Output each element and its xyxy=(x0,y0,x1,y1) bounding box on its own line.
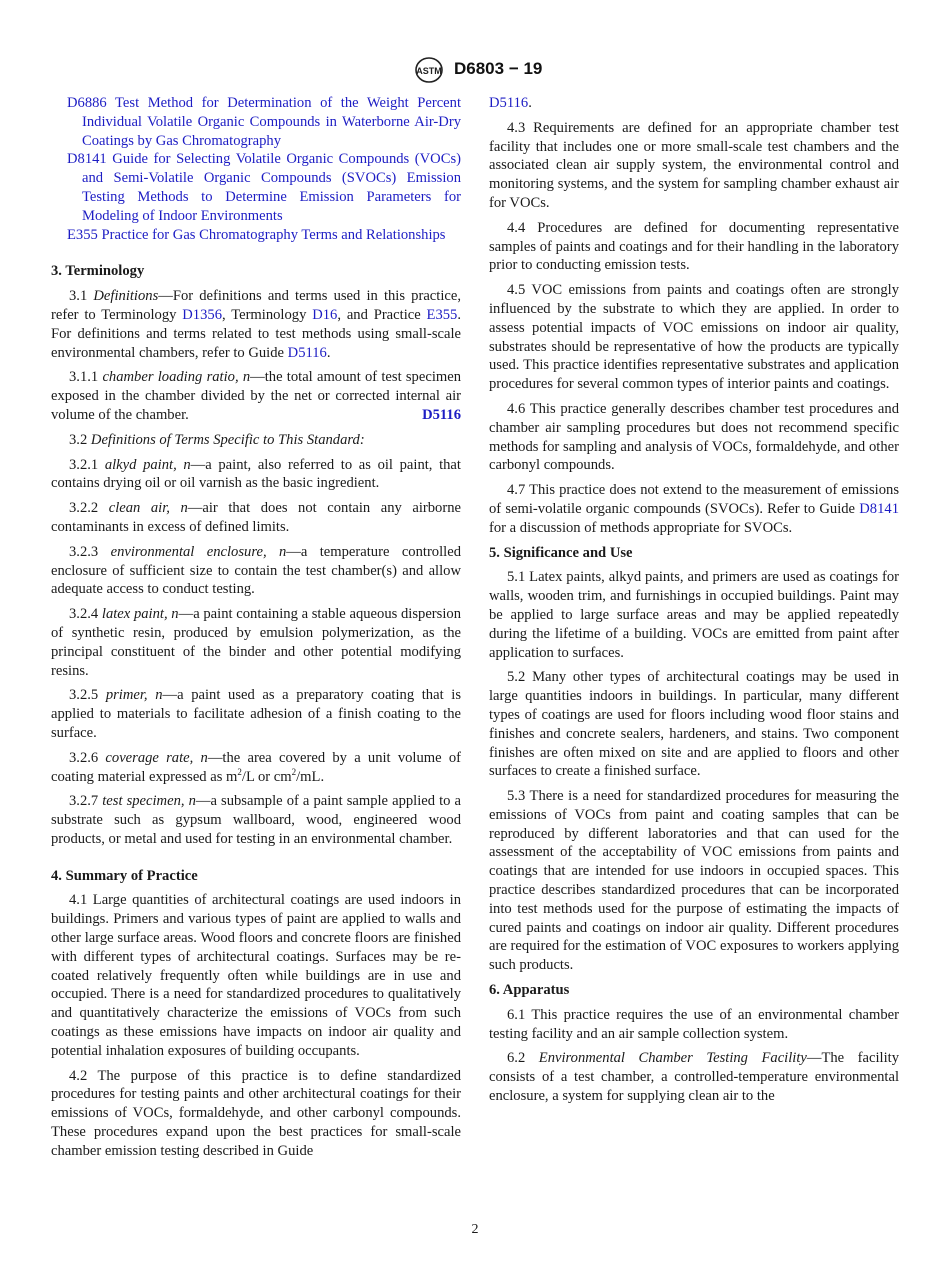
section-title-significance: 5. Significance and Use xyxy=(489,544,633,561)
paragraph-3-2-2: 3.2.2 clean air, n—air that does not contain any airborne contaminants in excess of defined limits. xyxy=(51,500,461,535)
paragraph-4-7: 4.7 This practice does not extend to the measurement of emissions of semi-volatile organic compounds (SVOCs). Refer to Guide D8141 for a discussion of methods appropriate for SVOCs. xyxy=(489,482,899,536)
link-d1356[interactable]: D1356 xyxy=(182,306,222,323)
paragraph-3-2-3: 3.2.3 environmental enclosure, n—a temperature controlled enclosure of sufficient size to contain the test chamber(s) and allow adequate access to conduct testing. xyxy=(51,543,461,598)
reference-title-link[interactable]: Test Method for Determination of the Weight Percent Individual Volatile Organic Compounds in Waterborne Air-Dry Coatings by Gas Chromatography xyxy=(82,95,461,149)
paragraph-5-1: 5.1 Latex paints, alkyd paints, and primers are used as coatings for walls, wooden trim, and furnishings in occupied buildings. Paint may be applied to large surface areas and may be applied repeatedly during the lifetime of a building. VOCs are emitted from paint after application to surfaces. xyxy=(489,569,899,661)
reference-d6886 xyxy=(51,94,461,150)
paragraph-5-2: 5.2 Many other types of architectural coatings may be used in large quantities indoors in buildings. In particular, many different types of coatings are used for floors including wood floor stains and finishes and concrete sealers, hardeners, and stains. Two component finishes are often mixed on site and are applied to floors and other surfaces to create a finished surface. xyxy=(489,669,899,780)
astm-logo-icon xyxy=(408,56,450,84)
left-column xyxy=(51,94,461,1161)
paragraph-4-1: 4.1 Large quantities of architectural coatings are used indoors in buildings. Primers and various types of paint are applied to walls and other large surface areas. Wood floors and concrete floors are finished with different types of architectural coatings. Surfaces may be re-coated relatively frequently often while buildings are in use and occupied. There is a need for standardized procedures to qualitatively and quantitatively characterize the emissions of VOCs from such coatings as these emissions have impacts on indoor air quality and potential inhalation exposures of building occupants. xyxy=(51,892,461,1059)
link-d5116[interactable]: D5116 xyxy=(489,95,529,111)
paragraph-3-1: 3.1 Definitions—For definitions and terms used in this practice, refer to Terminology D1356, Terminology D16, and Practice E355. For definitions and terms related to test methods using small-scale environmental chambers, refer to Guide D5116. xyxy=(51,288,461,361)
document-designation: D6803 − 19 xyxy=(454,59,543,78)
paragraph-3-1-1: 3.1.1 chamber loading ratio, n—the total amount of test specimen exposed in the chamber divided by the net or corrected internal air volume of the chamber. D5116 xyxy=(51,369,461,423)
link-e355[interactable]: E355 xyxy=(426,306,458,323)
page-number: 2 xyxy=(471,1222,479,1237)
paragraph-5-3: 5.3 There is a need for standardized procedures for measuring the emissions of VOCs from paint and coating samples that can be reproduced by different laboratories and that can used for the assessment of the acceptability of VOC emissions from paints and coatings that are intended for use indoors in occupied spaces. This practice describes standardized procedures that can be incorporated into test methods used for the purpose of estimating the impacts of cured paints and coatings on indoor air quality. Different procedures are required for the estimation of VOC exposures to workers applying such products. xyxy=(489,788,899,974)
link-d16[interactable]: D16 xyxy=(312,306,338,323)
section-title-apparatus: 6. Apparatus xyxy=(489,982,570,999)
paragraph-3-2-4: 3.2.4 latex paint, n—a paint containing a stable aqueous dispersion of synthetic resin, produced by emulsion polymerization, as the principal constituent of the binder and other potential modifying resins. xyxy=(51,606,461,679)
link-d8141[interactable]: D8141 xyxy=(859,500,899,517)
paragraph-4-6: 4.6 This practice generally describes chamber test procedures and chamber air sampling procedures but does not recommend specific methods for sampling and analysis of VOCs, formaldehyde, and other carbonyl compounds. xyxy=(489,400,899,474)
section-title-terminology: 3. Terminology xyxy=(51,263,145,280)
reference-e355 xyxy=(51,226,461,245)
svg-text:ASTM: ASTM xyxy=(416,66,442,76)
reference-title-link[interactable]: Guide for Selecting Volatile Organic Compounds (VOCs) and Semi-Volatile Organic Compounds (SVOCs) Emission Testing Methods to Determine Emission Parameters for Modeling of Indoor Environments xyxy=(82,151,461,224)
paragraph-4-2-start: 4.2 The purpose of this practice is to define standardized procedures for testing paints and other architectural coatings for their emissions of VOCs, formaldehyde, and other carbonyl compounds. These procedures expand upon the best practices for small-scale chamber emission testing described in Guide xyxy=(51,1067,461,1159)
paragraph-6-1: 6.1 This practice requires the use of an environmental chamber testing facility and an air sample collection system. xyxy=(489,1006,899,1042)
link-d5116[interactable]: D5116 xyxy=(287,344,327,361)
reference-code-link[interactable]: D6886 xyxy=(67,95,107,111)
reference-code-link[interactable]: E355 xyxy=(67,226,98,243)
paragraph-3-2-5: 3.2.5 primer, n—a paint used as a preparatory coating that is applied to materials to facilitate adhesion of a finish coating to the surface. xyxy=(51,687,462,741)
paragraph-3-2: 3.2 Definitions of Terms Specific to This Standard: xyxy=(69,431,365,448)
paragraph-3-2-7: 3.2.7 test specimen, n—a subsample of a paint sample applied to a substrate such as gypsum wallboard, wood, engineered wood products, or metal and used for testing in an environmental chamber. xyxy=(51,793,461,847)
right-column xyxy=(489,94,899,1112)
page-header xyxy=(0,56,950,84)
paragraph-3-2-6: 3.2.6 coverage rate, n—the area covered by a unit volume of coating material expressed as $m^2/L$ or $cm^2/mL$. xyxy=(51,749,461,785)
paragraph-4-3: 4.3 Requirements are defined for an appropriate chamber test facility that includes one or more small-scale test chambers and the associated clean air supply system, the environmental control and monitoring systems, and the system for sampling chamber exhaust air for VOCs. xyxy=(489,119,899,211)
reference-title-link[interactable]: Practice for Gas Chromatography Terms and Relationships xyxy=(101,226,446,243)
paragraph-4-2-end: D5116. xyxy=(489,95,532,111)
paragraph-6-2: 6.2 Environmental Chamber Testing Facility—The facility consists of a test chamber, a controlled-temperature environmental enclosure, a system for supplying clean air to the xyxy=(489,1050,900,1105)
reference-code-link[interactable]: D8141 xyxy=(67,151,107,168)
reference-d8141 xyxy=(51,150,461,225)
link-d5116-bold[interactable]: D5116 xyxy=(422,406,461,423)
paragraph-4-4: 4.4 Procedures are defined for documenting representative samples of paints and coatings and for their handling in the laboratory prior to conducting emission tests. xyxy=(489,219,899,274)
section-title-summary: 4. Summary of Practice xyxy=(51,867,198,884)
paragraph-3-2-1: 3.2.1 alkyd paint, n—a paint, also referred to as oil paint, that contains drying oil or oil varnish as the basic ingredient. xyxy=(51,456,461,492)
paragraph-4-5: 4.5 VOC emissions from paints and coatings often are strongly influenced by the substrate to which they are applied. In order to assess potential impacts of VOC emissions on indoor air quality, substrates should be representative of how the products are typically used. This practice identifies representative substrates and application procedures for several common types of interior paints and coatings. xyxy=(489,282,899,393)
